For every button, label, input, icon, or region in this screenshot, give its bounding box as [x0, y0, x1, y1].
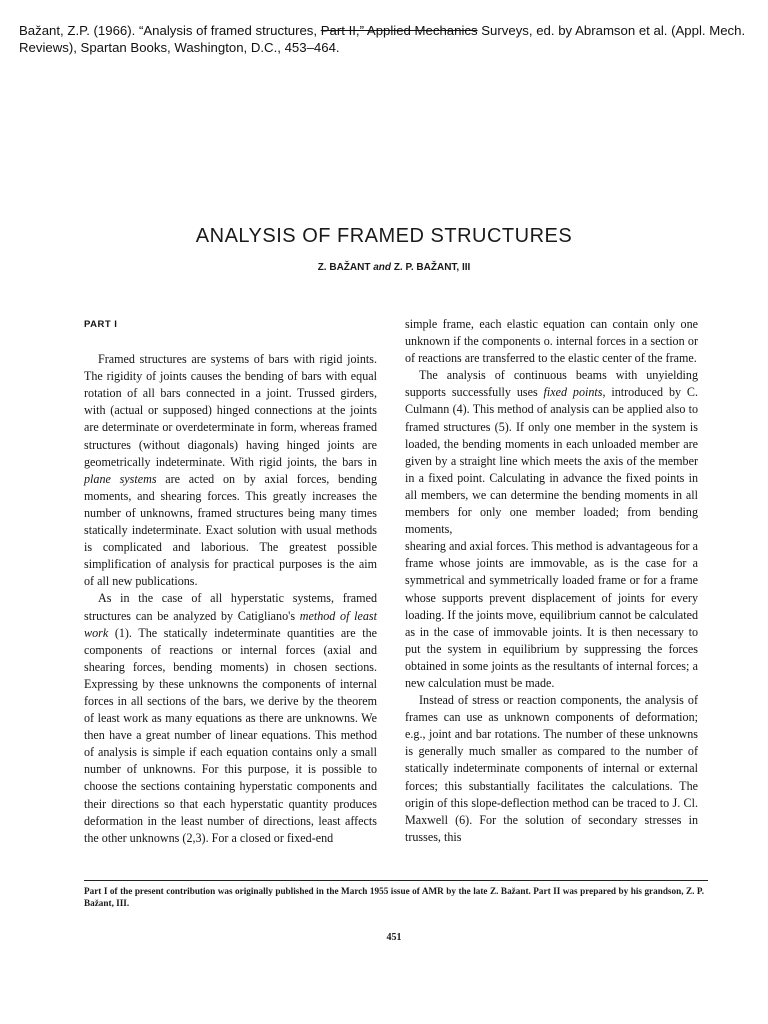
paragraph-text: Framed structures are systems of bars with rigid joints. The rigidity of joints causes the bending of bars with equal rotation of all bars connected in a joint. Trussed girders, with (actual or supposed) hinged connections at the joints are determinate or overdeterminate in form, whereas framed structures (without diagonals) having hinged joints are geometrically indeterminate. With rigid joints, the bars in: [84, 352, 377, 469]
paragraph: Instead of stress or reaction components, the analysis of frames can use as unknown components of deformation; e.g., joint and bar rotations. The number of these unknowns is generally much smaller as compared to the number of statically indeterminate components of internal or external forces; this substantially facilitates the calculations. The origin of this slope-deflection method can be traced to J. Cl. Maxwell (6). For the solution of secondary stresses in trusses, this: [405, 693, 698, 844]
article-title: ANALYSIS OF FRAMED STRUCTURES: [195, 225, 573, 247]
paragraph-text: As in the case of all hyperstatic systems, framed structures can be analyzed by Catigliano's: [84, 591, 377, 623]
emphasis-text: method of least work: [84, 608, 377, 640]
paragraph: simple frame, each elastic equation can contain only one unknown if the components o. internal forces in a section or of reactions are transferred to the elastic center of the frame.: [405, 317, 698, 366]
right-column: [405, 316, 698, 846]
footnote: Part I of the present contribution was originally published in the March 1955 issue of AMR by the late Z. Bažant. Part II was prepared by his grandson, Z. P. Bažant, III.: [84, 886, 704, 908]
article-authors: [0, 262, 768, 273]
author-1: Z. BAŽANT: [317, 262, 371, 273]
paragraph-text: The analysis of continuous beams with unyielding supports successfully uses: [405, 368, 698, 400]
paragraph: [405, 367, 698, 538]
citation-text-end: Surveys, ed. by Abramson et al. (Appl. Mech. Reviews), Spartan Books, Washington, D.C., 453–464.: [19, 23, 746, 55]
emphasis-text: fixed points,: [543, 385, 606, 400]
footnote-divider: [84, 880, 708, 881]
author-2: Z. P. BAŽANT, III: [393, 262, 471, 273]
section-heading: PART I: [84, 319, 118, 330]
paragraph-text: (1). The statically indeterminate quantities are the components of reactions or internal forces (axial and shearing forces, bending moments) in chosen sections. Expressing by these unknowns the components of internal forces in all sections of the bars, we derive by the theorem of least work as many equations as there are unknowns. We then have a great number of linear equations. This method of analysis is simple if each equation contains only a small number of unknowns. For this purpose, it is possible to choose the sections containing hyperstatic components and their directions so that each hyperstatic quantity produces deformation in the least number of directions, least affects the other unknowns (2,3). For a closed or fixed-end: [84, 625, 377, 845]
citation-text: Bažant, Z.P. (1966). “Analysis of framed structures,: [19, 23, 321, 38]
emphasis-text: plane systems: [84, 471, 157, 486]
author-conjunction: and: [373, 262, 392, 273]
paragraph-text: introduced by C. Culmann (4). This method of analysis can be applied also to framed structures (5). If only one member in the system is loaded, the bending moments in each unloaded member are given by a straight line which meets the axis of the member in a fixed point. Calculating in advance the fixed points in all members, we can determine the bending moments in all members for only one member loaded; from bending moments,: [405, 385, 699, 537]
paragraph: shearing and axial forces. This method is advantageous for a frame whose joints are immovable, as is the case for a symmetrical and symmetrically loaded frame or for a frame whose supports prevent displacement of joints for every loading. If the joints move, equilibrium cannot be calculated as in the case of immovable joints. It is then necessary to put the system in equilibrium by suppressing the forces obtained in some joints as the resultants of internal forces; a new calculation must be made.: [405, 539, 698, 690]
citation-struck-text: Part II,” Applied Mechanics: [320, 23, 478, 38]
paragraph: [84, 351, 377, 590]
paragraph-text: are acted on by axial forces, bending moments, and shearing forces. This greatly increases the number of unknowns, framed structures being many times statically indeterminate. Exact solution with usual methods is complicated and laborious. The greatest possible simplification of analysis for practical purposes is the aim of all new publications.: [84, 471, 377, 589]
left-column: [84, 316, 377, 847]
page-number: 451: [386, 932, 402, 943]
paragraph: [84, 590, 377, 846]
citation-header: [19, 22, 749, 56]
